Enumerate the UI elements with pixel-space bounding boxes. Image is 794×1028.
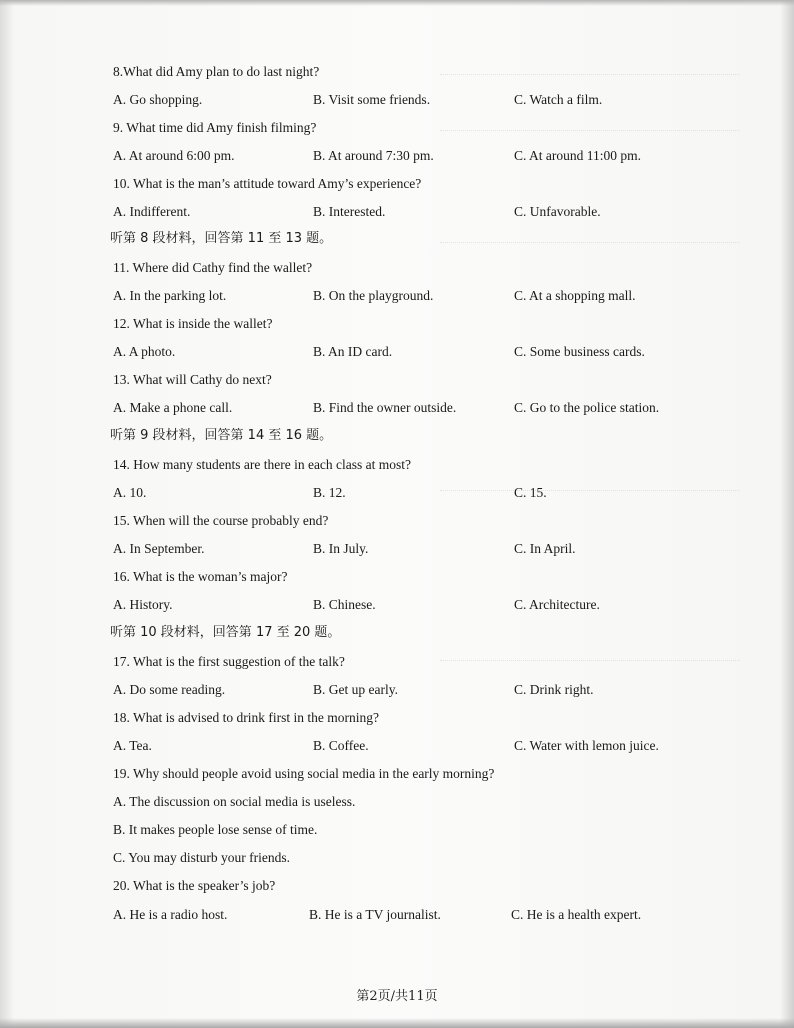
option-b: B. In July. <box>313 541 369 556</box>
option-c: C. 15. <box>514 485 547 500</box>
option-b: B. Interested. <box>313 204 386 219</box>
bleed-through-decoration <box>440 650 740 661</box>
option-a: A. Indifferent. <box>113 204 191 219</box>
question-12: 12. What is inside the wallet? <box>113 316 273 331</box>
option-b: B. On the playground. <box>313 288 434 303</box>
bleed-through-decoration <box>440 232 740 243</box>
section-heading: 听第 9 段材料，回答第 14 至 16 题。 <box>110 428 333 443</box>
question-9: 9. What time did Amy finish filming? <box>113 120 317 135</box>
option-a: A. A photo. <box>113 344 176 359</box>
question-15: 15. When will the course probably end? <box>113 513 329 528</box>
option-a: A. Tea. <box>113 738 152 753</box>
question-17: 17. What is the first suggestion of the talk? <box>113 654 345 669</box>
question-8: 8.What did Amy plan to do last night? <box>113 64 320 79</box>
option-c: C. At a shopping mall. <box>514 288 636 303</box>
option-c: C. At around 11:00 pm. <box>514 148 641 163</box>
option-b: B. 12. <box>313 485 346 500</box>
option-c: C. In April. <box>514 541 576 556</box>
question-13: 13. What will Cathy do next? <box>113 372 272 387</box>
option-b: B. An ID card. <box>313 344 393 359</box>
bleed-through-decoration <box>440 120 740 131</box>
option-c: C. He is a health expert. <box>511 907 642 922</box>
option-a: A. Make a phone call. <box>113 400 233 415</box>
option-a: A. 10. <box>113 485 147 500</box>
scan-top-shadow <box>0 0 794 6</box>
question-11: 11. Where did Cathy find the wallet? <box>113 260 313 275</box>
question-16: 16. What is the woman’s major? <box>113 569 288 584</box>
option-a: A. In the parking lot. <box>113 288 227 303</box>
question-19: 19. Why should people avoid using social media in the early morning? <box>113 766 495 781</box>
option-c: C. Architecture. <box>514 597 600 612</box>
question-20: 20. What is the speaker’s job? <box>113 878 276 893</box>
question-10: 10. What is the man’s attitude toward Amy’s experience? <box>113 176 422 191</box>
section-heading: 听第 8 段材料，回答第 11 至 13 题。 <box>110 231 333 246</box>
option-a: A. At around 6:00 pm. <box>113 148 235 163</box>
bleed-through-decoration <box>440 480 740 491</box>
question-14: 14. How many students are there in each class at most? <box>113 457 412 472</box>
option-a: A. The discussion on social media is useless. <box>113 794 356 809</box>
option-b: B. Coffee. <box>313 738 369 753</box>
page-number: 第2页/共11页 <box>356 989 438 1004</box>
option-a: A. Go shopping. <box>113 92 203 107</box>
option-b: B. Find the owner outside. <box>313 400 457 415</box>
option-b: B. Chinese. <box>313 597 376 612</box>
option-c: C. Go to the police station. <box>514 400 660 415</box>
option-c: C. Unfavorable. <box>514 204 601 219</box>
option-c: C. Drink right. <box>514 682 594 697</box>
option-b: B. It makes people lose sense of time. <box>113 822 318 837</box>
section-heading: 听第 10 段材料，回答第 17 至 20 题。 <box>110 625 341 640</box>
option-c: C. Some business cards. <box>514 344 645 359</box>
option-c: C. Water with lemon juice. <box>514 738 659 753</box>
scan-bottom-shadow <box>0 1018 794 1028</box>
option-b: B. At around 7:30 pm. <box>313 148 434 163</box>
option-a: A. Do some reading. <box>113 682 226 697</box>
option-c: C. Watch a film. <box>514 92 603 107</box>
option-a: A. In September. <box>113 541 205 556</box>
question-18: 18. What is advised to drink first in the morning? <box>113 710 379 725</box>
bleed-through-decoration <box>440 64 740 75</box>
option-b: B. He is a TV journalist. <box>309 907 441 922</box>
option-b: B. Get up early. <box>313 682 398 697</box>
option-b: B. Visit some friends. <box>313 92 431 107</box>
option-a: A. He is a radio host. <box>113 907 228 922</box>
option-c: C. You may disturb your friends. <box>113 850 291 865</box>
option-a: A. History. <box>113 597 173 612</box>
